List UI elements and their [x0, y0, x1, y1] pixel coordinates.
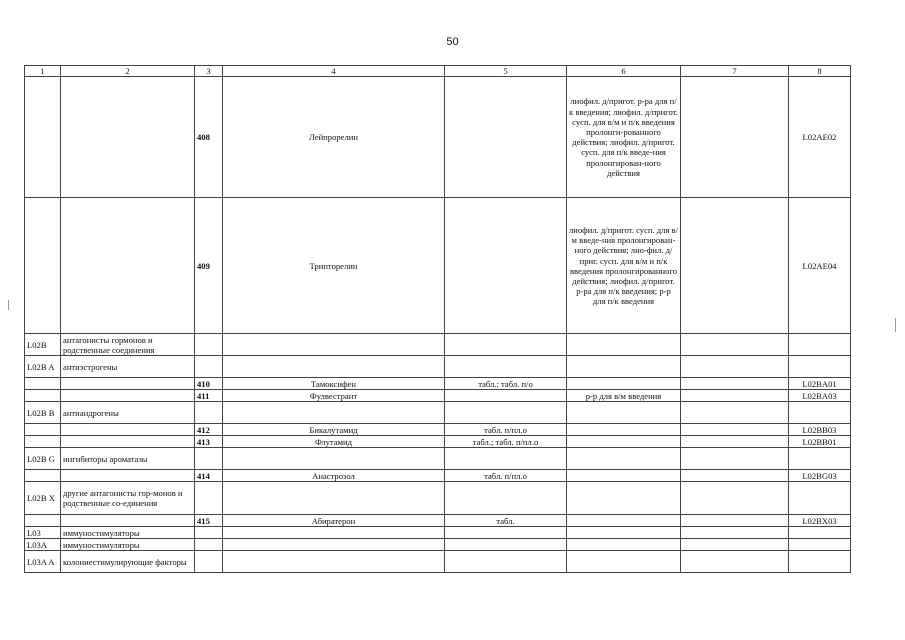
atc-group-code	[25, 515, 61, 527]
column-header: 6	[567, 66, 681, 77]
group-name: антиэстрогены	[61, 356, 195, 378]
atc-group-code	[25, 77, 61, 198]
group-name: антиандрогены	[61, 402, 195, 424]
dosage-form-note	[567, 539, 681, 551]
column-7-cell	[681, 527, 789, 539]
atc-code	[789, 402, 851, 424]
group-name: иммуностимуляторы	[61, 539, 195, 551]
group-name	[61, 436, 195, 448]
atc-group-code: L02B A	[25, 356, 61, 378]
dosage-form: табл.	[445, 515, 567, 527]
dosage-form-note	[567, 334, 681, 356]
column-7-cell	[681, 448, 789, 470]
atc-code	[789, 356, 851, 378]
drug-name	[223, 448, 445, 470]
item-number	[195, 482, 223, 515]
atc-group-code: L03A	[25, 539, 61, 551]
group-name: другие антагонисты гор-монов и родственные со-единения	[61, 482, 195, 515]
dosage-form-note	[567, 424, 681, 436]
table-row	[25, 436, 851, 448]
group-name	[61, 378, 195, 390]
drug-name: Бикалутамид	[223, 424, 445, 436]
atc-code: L02BA03	[789, 390, 851, 402]
item-number: 414	[195, 470, 223, 482]
dosage-form-note	[567, 527, 681, 539]
drug-name	[223, 334, 445, 356]
column-7-cell	[681, 482, 789, 515]
drug-register-table	[24, 65, 851, 573]
column-7-cell	[681, 77, 789, 198]
dosage-form	[445, 482, 567, 515]
dosage-form-note	[567, 551, 681, 573]
dosage-form-note: лиофил. д/пригот. сусп. для в/м введе-ния пролонгирован-ного действия; лио-фил. д/приг. сусп. для в/м и п/к введения пролонгированного действия; лиофил. д/пригот. р-ра для п/к введения; р-р для п/к введения	[567, 198, 681, 334]
column-header: 4	[223, 66, 445, 77]
dosage-form: табл.; табл. п/о	[445, 378, 567, 390]
dosage-form-note	[567, 448, 681, 470]
dosage-form	[445, 402, 567, 424]
scan-edge-mark	[895, 318, 896, 332]
column-7-cell	[681, 356, 789, 378]
table-row	[25, 515, 851, 527]
table-row	[25, 482, 851, 515]
dosage-form: табл. п/пл.о	[445, 470, 567, 482]
dosage-form-note: лиофил. д/пригот. р-ра для п/к введения; лиофил. д/пригот. сусп. для в/м и п/к введения пролонги-рованного действия; лиофил. д/пригот. сусп. для п/к введе-ния пролонгирован-ного действия	[567, 77, 681, 198]
drug-name: Абиратерон	[223, 515, 445, 527]
atc-group-code: L02B	[25, 334, 61, 356]
atc-group-code	[25, 198, 61, 334]
dosage-form	[445, 539, 567, 551]
column-7-cell	[681, 390, 789, 402]
dosage-form: табл.; табл. п/пл.о	[445, 436, 567, 448]
table-row	[25, 448, 851, 470]
item-number	[195, 539, 223, 551]
dosage-form-note: р-р для в/м введения	[567, 390, 681, 402]
atc-code	[789, 551, 851, 573]
atc-group-code	[25, 424, 61, 436]
column-7-cell	[681, 551, 789, 573]
column-header: 3	[195, 66, 223, 77]
drug-name: Тамоксифен	[223, 378, 445, 390]
dosage-form-note	[567, 356, 681, 378]
item-number	[195, 334, 223, 356]
drug-name: Лейпрорелин	[223, 77, 445, 198]
atc-group-code	[25, 436, 61, 448]
table-row	[25, 378, 851, 390]
drug-name	[223, 356, 445, 378]
column-7-cell	[681, 470, 789, 482]
drug-name	[223, 539, 445, 551]
group-name: антагонисты гормонов и родственные соединения	[61, 334, 195, 356]
atc-code: L02AE04	[789, 198, 851, 334]
table-row	[25, 390, 851, 402]
drug-name	[223, 402, 445, 424]
group-name: ингибиторы ароматазы	[61, 448, 195, 470]
column-7-cell	[681, 378, 789, 390]
page-number: 50	[446, 36, 459, 48]
table-row	[25, 424, 851, 436]
drug-name: Трипторелин	[223, 198, 445, 334]
atc-group-code: L02B G	[25, 448, 61, 470]
group-name: колониестимулирующие факторы	[61, 551, 195, 573]
dosage-form	[445, 77, 567, 198]
atc-code	[789, 527, 851, 539]
atc-code: L02BG03	[789, 470, 851, 482]
table-row	[25, 470, 851, 482]
dosage-form	[445, 448, 567, 470]
dosage-form: табл. п/пл.о	[445, 424, 567, 436]
group-name: иммуностимуляторы	[61, 527, 195, 539]
group-name	[61, 198, 195, 334]
item-number	[195, 448, 223, 470]
atc-code	[789, 448, 851, 470]
atc-code	[789, 334, 851, 356]
dosage-form-note	[567, 378, 681, 390]
dosage-form-note	[567, 436, 681, 448]
atc-code: L02BB03	[789, 424, 851, 436]
column-header: 7	[681, 66, 789, 77]
header-row	[25, 66, 851, 77]
atc-code: L02BB01	[789, 436, 851, 448]
table-row	[25, 356, 851, 378]
dosage-form	[445, 198, 567, 334]
column-header: 2	[61, 66, 195, 77]
drug-name	[223, 551, 445, 573]
column-7-cell	[681, 424, 789, 436]
table-row	[25, 334, 851, 356]
column-7-cell	[681, 402, 789, 424]
column-7-cell	[681, 198, 789, 334]
drug-name	[223, 482, 445, 515]
dosage-form	[445, 551, 567, 573]
table-row	[25, 198, 851, 334]
atc-code	[789, 482, 851, 515]
item-number: 415	[195, 515, 223, 527]
group-name	[61, 390, 195, 402]
dosage-form-note	[567, 482, 681, 515]
table-row	[25, 527, 851, 539]
scan-edge-mark	[8, 300, 9, 310]
atc-code: L02BX03	[789, 515, 851, 527]
column-7-cell	[681, 334, 789, 356]
item-number: 412	[195, 424, 223, 436]
group-name	[61, 424, 195, 436]
dosage-form	[445, 334, 567, 356]
item-number: 408	[195, 77, 223, 198]
column-header: 5	[445, 66, 567, 77]
drug-name: Флутамид	[223, 436, 445, 448]
group-name	[61, 77, 195, 198]
drug-name: Анастрозол	[223, 470, 445, 482]
item-number	[195, 402, 223, 424]
item-number: 409	[195, 198, 223, 334]
item-number	[195, 356, 223, 378]
atc-group-code	[25, 378, 61, 390]
column-7-cell	[681, 436, 789, 448]
drug-name	[223, 527, 445, 539]
atc-group-code	[25, 470, 61, 482]
atc-group-code	[25, 390, 61, 402]
item-number	[195, 551, 223, 573]
item-number: 411	[195, 390, 223, 402]
group-name	[61, 515, 195, 527]
atc-group-code: L02B B	[25, 402, 61, 424]
atc-group-code: L02B X	[25, 482, 61, 515]
column-7-cell	[681, 539, 789, 551]
dosage-form-note	[567, 515, 681, 527]
atc-group-code: L03A A	[25, 551, 61, 573]
column-header: 1	[25, 66, 61, 77]
atc-code: L02BA01	[789, 378, 851, 390]
item-number: 413	[195, 436, 223, 448]
dosage-form	[445, 356, 567, 378]
dosage-form	[445, 527, 567, 539]
atc-code: L02AE02	[789, 77, 851, 198]
drug-name: Фулвестрант	[223, 390, 445, 402]
dosage-form-note	[567, 402, 681, 424]
table-row	[25, 551, 851, 573]
table-row	[25, 539, 851, 551]
dosage-form	[445, 390, 567, 402]
atc-group-code: L03	[25, 527, 61, 539]
table-row	[25, 402, 851, 424]
item-number	[195, 527, 223, 539]
table-row	[25, 77, 851, 198]
column-7-cell	[681, 515, 789, 527]
group-name	[61, 470, 195, 482]
atc-code	[789, 539, 851, 551]
item-number: 410	[195, 378, 223, 390]
column-header: 8	[789, 66, 851, 77]
dosage-form-note	[567, 470, 681, 482]
